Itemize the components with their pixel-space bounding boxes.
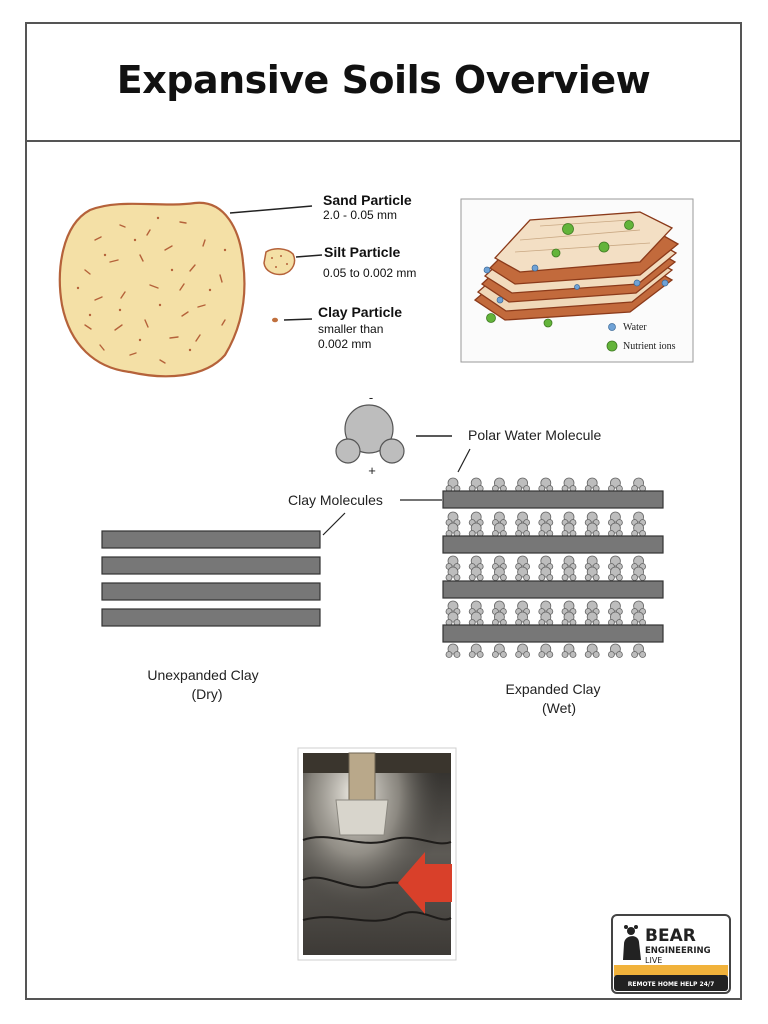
water-molecule xyxy=(585,644,599,658)
water-molecule xyxy=(492,644,506,658)
clay-leader-line xyxy=(284,319,312,320)
clay-size-line1: smaller than xyxy=(318,322,384,336)
water-molecule xyxy=(516,644,530,658)
molecule-minus: - xyxy=(368,390,374,405)
crawlspace-photo xyxy=(298,748,456,960)
clay-size-line2: 0.002 mm xyxy=(318,337,372,351)
sand-leader-line xyxy=(230,206,312,213)
water-molecule xyxy=(492,478,506,492)
silt-particle xyxy=(264,249,295,275)
water-molecule xyxy=(516,478,530,492)
water-molecule xyxy=(539,644,553,658)
silt-leader-line xyxy=(296,255,322,257)
clay-molecules-leader-left xyxy=(323,513,345,535)
nutrient-legend-label: Nutrient ions xyxy=(623,341,676,352)
molecule-plus: + xyxy=(368,463,376,478)
water-molecule xyxy=(469,478,483,492)
water-molecule xyxy=(469,644,483,658)
sand-particle xyxy=(60,203,245,376)
silt-label: Silt Particle xyxy=(324,244,401,260)
water-molecule xyxy=(562,478,576,492)
water-molecule xyxy=(632,644,646,658)
unexpanded-clay-stack xyxy=(102,531,320,626)
water-molecule xyxy=(446,478,460,492)
unexpanded-sublabel: (Dry) xyxy=(191,686,223,702)
polar-water-molecule xyxy=(336,405,404,463)
logo-live: LIVE xyxy=(645,956,663,965)
water-molecule xyxy=(562,644,576,658)
molecule-pointer-line xyxy=(458,449,470,472)
expanded-sublabel: (Wet) xyxy=(542,700,576,716)
water-molecule xyxy=(539,478,553,492)
water-molecule xyxy=(632,478,646,492)
water-legend-dot xyxy=(609,324,616,331)
logo-bear: BEAR xyxy=(645,926,696,946)
clay-particle xyxy=(272,318,278,323)
silt-size: 0.05 to 0.002 mm xyxy=(323,266,417,280)
page-title: Expansive Soils Overview xyxy=(116,58,651,102)
clay-layers-illustration xyxy=(461,199,693,362)
water-legend-label: Water xyxy=(623,322,647,333)
clay-molecules-label: Clay Molecules xyxy=(288,492,383,508)
water-molecule xyxy=(446,644,460,658)
unexpanded-label: Unexpanded Clay xyxy=(147,667,259,683)
nutrient-legend-dot xyxy=(607,341,617,351)
water-molecule xyxy=(585,478,599,492)
sand-label: Sand Particle xyxy=(323,192,412,208)
logo-engineering: ENGINEERING xyxy=(645,946,711,956)
expanded-clay-stack xyxy=(443,478,663,658)
expanded-label: Expanded Clay xyxy=(505,681,601,697)
sand-size: 2.0 - 0.05 mm xyxy=(323,208,398,222)
molecule-label: Polar Water Molecule xyxy=(468,427,602,443)
water-molecule xyxy=(608,478,622,492)
clay-label: Clay Particle xyxy=(318,304,403,320)
bear-engineering-logo xyxy=(612,915,730,993)
water-molecule xyxy=(608,644,622,658)
logo-tagline: REMOTE HOME HELP 24/7 xyxy=(627,981,715,988)
